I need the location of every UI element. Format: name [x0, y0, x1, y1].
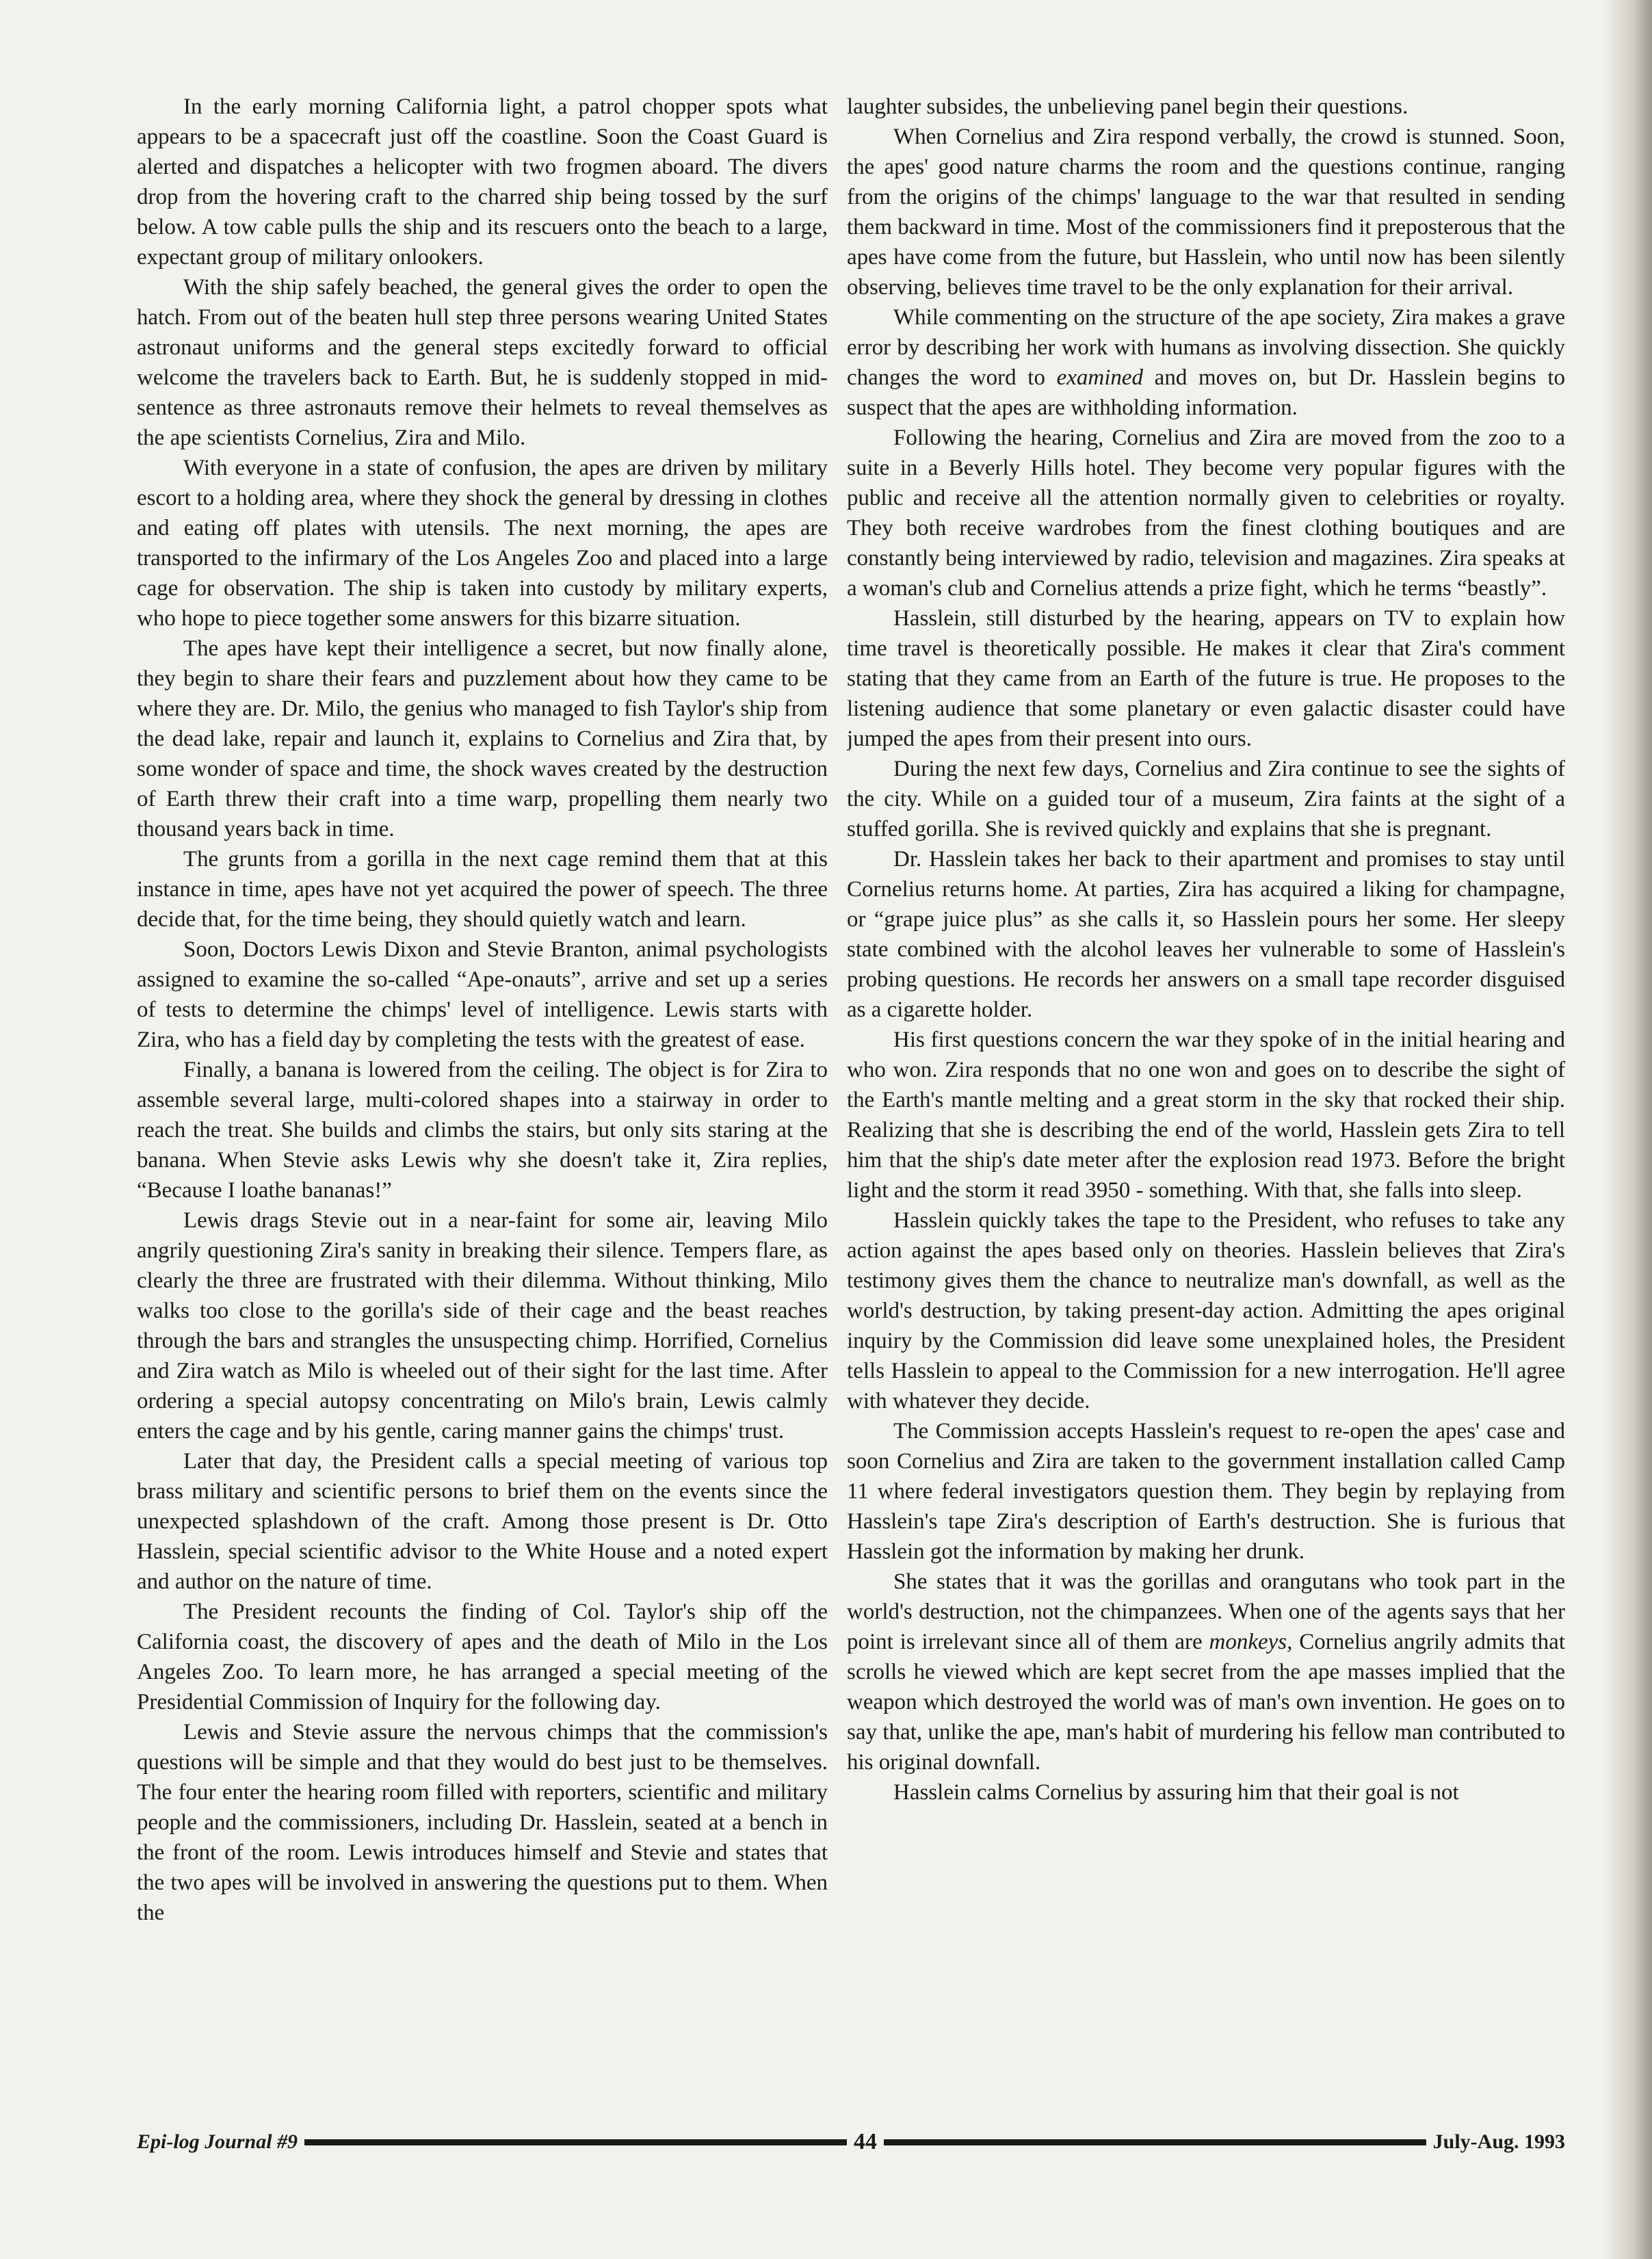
emphasis: examined	[1056, 365, 1144, 390]
paragraph: The grunts from a gorilla in the next cage remind them that at this instance in time, apes have not yet acquired the power of speech. The three decide that, for the time being, they should quietly watch and learn.	[137, 847, 828, 932]
paragraph: Hasslein quickly takes the tape to the President, who refuses to take any action against the apes based only on theories. Hasslein believes that Zira's testimony gives them the chance to neutralize man's downfall, as well as the world's destruction, by taking present-day action. Admitting the apes original inquiry by the Commission did leave some unexplained holes, the President tells Hasslein to appeal to the Commission for a new interrogation. He'll agree with whatever they decide.	[847, 1208, 1565, 1413]
binding-shadow	[1604, 0, 1652, 2259]
paragraph	[847, 1567, 1565, 1777]
paragraph: In the early morning California light, a patrol chopper spots what appears to be a spacecraft just off the coastline. Soon the Coast Guard is alerted and dispatches a helicopter with two frogmen aboard. The divers drop from the hovering craft to the charred ship being tossed by the surf below. A tow cable pulls the ship and its rescuers onto the beach to a large, expectant group of military onlookers.	[137, 94, 828, 270]
paragraph: Hasslein, still disturbed by the hearing, appears on TV to explain how time travel is theoretically possible. He makes it clear that Zira's comment stating that they came from an Earth of the future is true. He proposes to the listening audience that some planetary or even galactic disaster could have jumped the apes from their present into ours.	[847, 606, 1565, 751]
page-footer	[137, 2125, 1565, 2159]
paragraph: The President recounts the finding of Col. Taylor's ship off the California coast, the discovery of apes and the death of Milo in the Los Angeles Zoo. To learn more, he has arranged a special meeting of the Presidential Commission of Inquiry for the following day.	[137, 1599, 828, 1714]
paragraph: Dr. Hasslein takes her back to their apartment and promises to stay until Cornelius returns home. At parties, Zira has acquired a liking for champagne, or “grape juice plus” as she calls it, so Hasslein pours her some. Her sleepy state combined with the alcohol leaves her vulnerable to some of Hasslein's probing questions. He records her answers on a small tape recorder disguised as a cigarette holder.	[847, 847, 1565, 1022]
paragraph: The Commission accepts Hasslein's request to re-open the apes' case and soon Cornelius and Zira are taken to the government installation called Camp 11 where federal investigators question them. They begin by replaying from Hasslein's tape Zira's description of Earth's destruction. She is furious that Hasslein got the information by making her drunk.	[847, 1419, 1565, 1564]
paragraph: When Cornelius and Zira respond verbally, the crowd is stunned. Soon, the apes' good nature charms the room and the questions continue, ranging from the origins of the chimps' language to the war that resulted in sending them backward in time. Most of the commissioners find it preposterous that the apes have come from the future, but Hasslein, who until now has been silently observing, believes time travel to be the only explanation for their arrival.	[847, 125, 1565, 300]
paragraph: The apes have kept their intelligence a secret, but now finally alone, they begin to share their fears and puzzlement about how they came to be where they are. Dr. Milo, the genius who managed to fish Taylor's ship from the dead lake, repair and launch it, explains to Cornelius and Zira that, by some wonder of space and time, the shock waves created by the destruction of Earth threw their craft into a time warp, propelling them nearly two thousand years back in time.	[137, 636, 828, 841]
paragraph: During the next few days, Cornelius and Zira continue to see the sights of the city. While on a guided tour of a museum, Zira faints at the sight of a stuffed gorilla. She is revived quickly and explains that she is pregnant.	[847, 757, 1565, 841]
text-run: and moves on, but Dr. Hasslein begins to suspect that the apes are withholding information.	[847, 365, 1565, 420]
footer-rule	[304, 2139, 847, 2145]
paragraph: Lewis drags Stevie out in a near-faint for some air, leaving Milo angrily questioning Zira's sanity in breaking their silence. Tempers flare, as clearly the three are frustrated with their dilemma. Without thinking, Milo walks too close to the gorilla's side of their cage and the beast reaches through the bars and strangles the unsuspecting chimp. Horrified, Cornelius and Zira watch as Milo is wheeled out of their sight for the last time. After ordering a special autopsy concentrating on Milo's brain, Lewis calmly enters the cage and by his gentle, caring manner gains the chimps' trust.	[137, 1208, 828, 1444]
page-number: 44	[853, 2129, 877, 2154]
paragraph	[847, 302, 1565, 423]
left-column	[137, 92, 828, 2117]
journal-title: Epi-log Journal #9	[137, 2130, 298, 2153]
paragraph: Finally, a banana is lowered from the ceiling. The object is for Zira to assemble several large, multi-colored shapes into a stairway in order to reach the treat. She builds and climbs the stairs, but only sits staring at the banana. When Stevie asks Lewis why she doesn't take it, Zira replies, “Because I loathe bananas!”	[137, 1058, 828, 1203]
emphasis: monkeys,	[1209, 1630, 1293, 1654]
paragraph: Later that day, the President calls a special meeting of various top brass military and scientific persons to brief them on the events since the unexpected splashdown of the craft. Among those present is Dr. Otto Hasslein, special scientific advisor to the White House and a noted expert and author on the nature of time.	[137, 1449, 828, 1594]
text-run: She states that it was the gorillas and orangutans who took part in the world's destruction, not the chimpanzees. When one of the agents says that her point is irrelevant since all of them are	[847, 1569, 1565, 1654]
issue-date: July-Aug. 1993	[1432, 2130, 1566, 2153]
paragraph: Soon, Doctors Lewis Dixon and Stevie Branton, animal psychologists assigned to examine the so-called “Ape-onauts”, arrive and set up a series of tests to determine the chimps' level of intelligence. Lewis starts with Zira, who has a field day by completing the tests with the greatest of ease.	[137, 937, 828, 1052]
text-run: While commenting on the structure of the ape society, Zira makes a grave error by describing her work with humans as involving dissection. She quickly changes the word to	[847, 305, 1565, 390]
paragraph: With the ship safely beached, the general gives the order to open the hatch. From out of the beaten hull step three persons wearing United States astronaut uniforms and the general steps excitedly forward to official welcome the travelers back to Earth. But, he is suddenly stopped in mid-sentence as three astronauts remove their helmets to reveal themselves as the ape scientists Cornelius, Zira and Milo.	[137, 275, 828, 450]
paragraph: Lewis and Stevie assure the nervous chimps that the commission's questions will be simple and that they would do best just to be themselves. The four enter the hearing room filled with reporters, scientific and military people and the commissioners, including Dr. Hasslein, seated at a bench in the front of the room. Lewis introduces himself and Stevie and states that the two apes will be involved in answering the questions put to them. When the	[137, 1720, 828, 1925]
text-run: Cornelius angrily admits that scrolls he viewed which are kept secret from the ape masses implied that the weapon which destroyed the world was of man's own invention. He goes on to say that, unlike the ape, man's habit of murdering his fellow man contributed to his original downfall.	[847, 1630, 1565, 1775]
paragraph: With everyone in a state of confusion, the apes are driven by military escort to a holding area, where they shock the general by dressing in clothes and eating off plates with utensils. The next morning, the apes are transported to the infirmary of the Los Angeles Zoo and placed into a large cage for observation. The ship is taken into custody by military experts, who hope to piece together some answers for this bizarre situation.	[137, 456, 828, 631]
paragraph: Hasslein calms Cornelius by assuring him that their goal is not	[893, 1780, 1459, 1805]
paragraph-continuation: laughter subsides, the unbelieving panel begin their questions.	[847, 94, 1408, 119]
right-column	[847, 92, 1565, 2117]
footer-rule	[884, 2139, 1426, 2145]
paragraph: His first questions concern the war they spoke of in the initial hearing and who won. Zira responds that no one won and goes on to describe the sight of the Earth's mantle melting and a great storm in the sky that rocked their ship. Realizing that she is describing the end of the world, Hasslein gets Zira to tell him that the ship's date meter after the explosion read 1973. Before the bright light and the storm it read 3950 - something. With that, she falls into sleep.	[847, 1028, 1565, 1203]
paragraph: Following the hearing, Cornelius and Zira are moved from the zoo to a suite in a Beverly Hills hotel. They become very popular figures with the public and receive all the attention normally given to celebrities or royalty. They both receive wardrobes from the finest clothing boutiques and are constantly being interviewed by radio, television and magazines. Zira speaks at a woman's club and Cornelius attends a prize fight, which he terms “beastly”.	[847, 426, 1565, 601]
